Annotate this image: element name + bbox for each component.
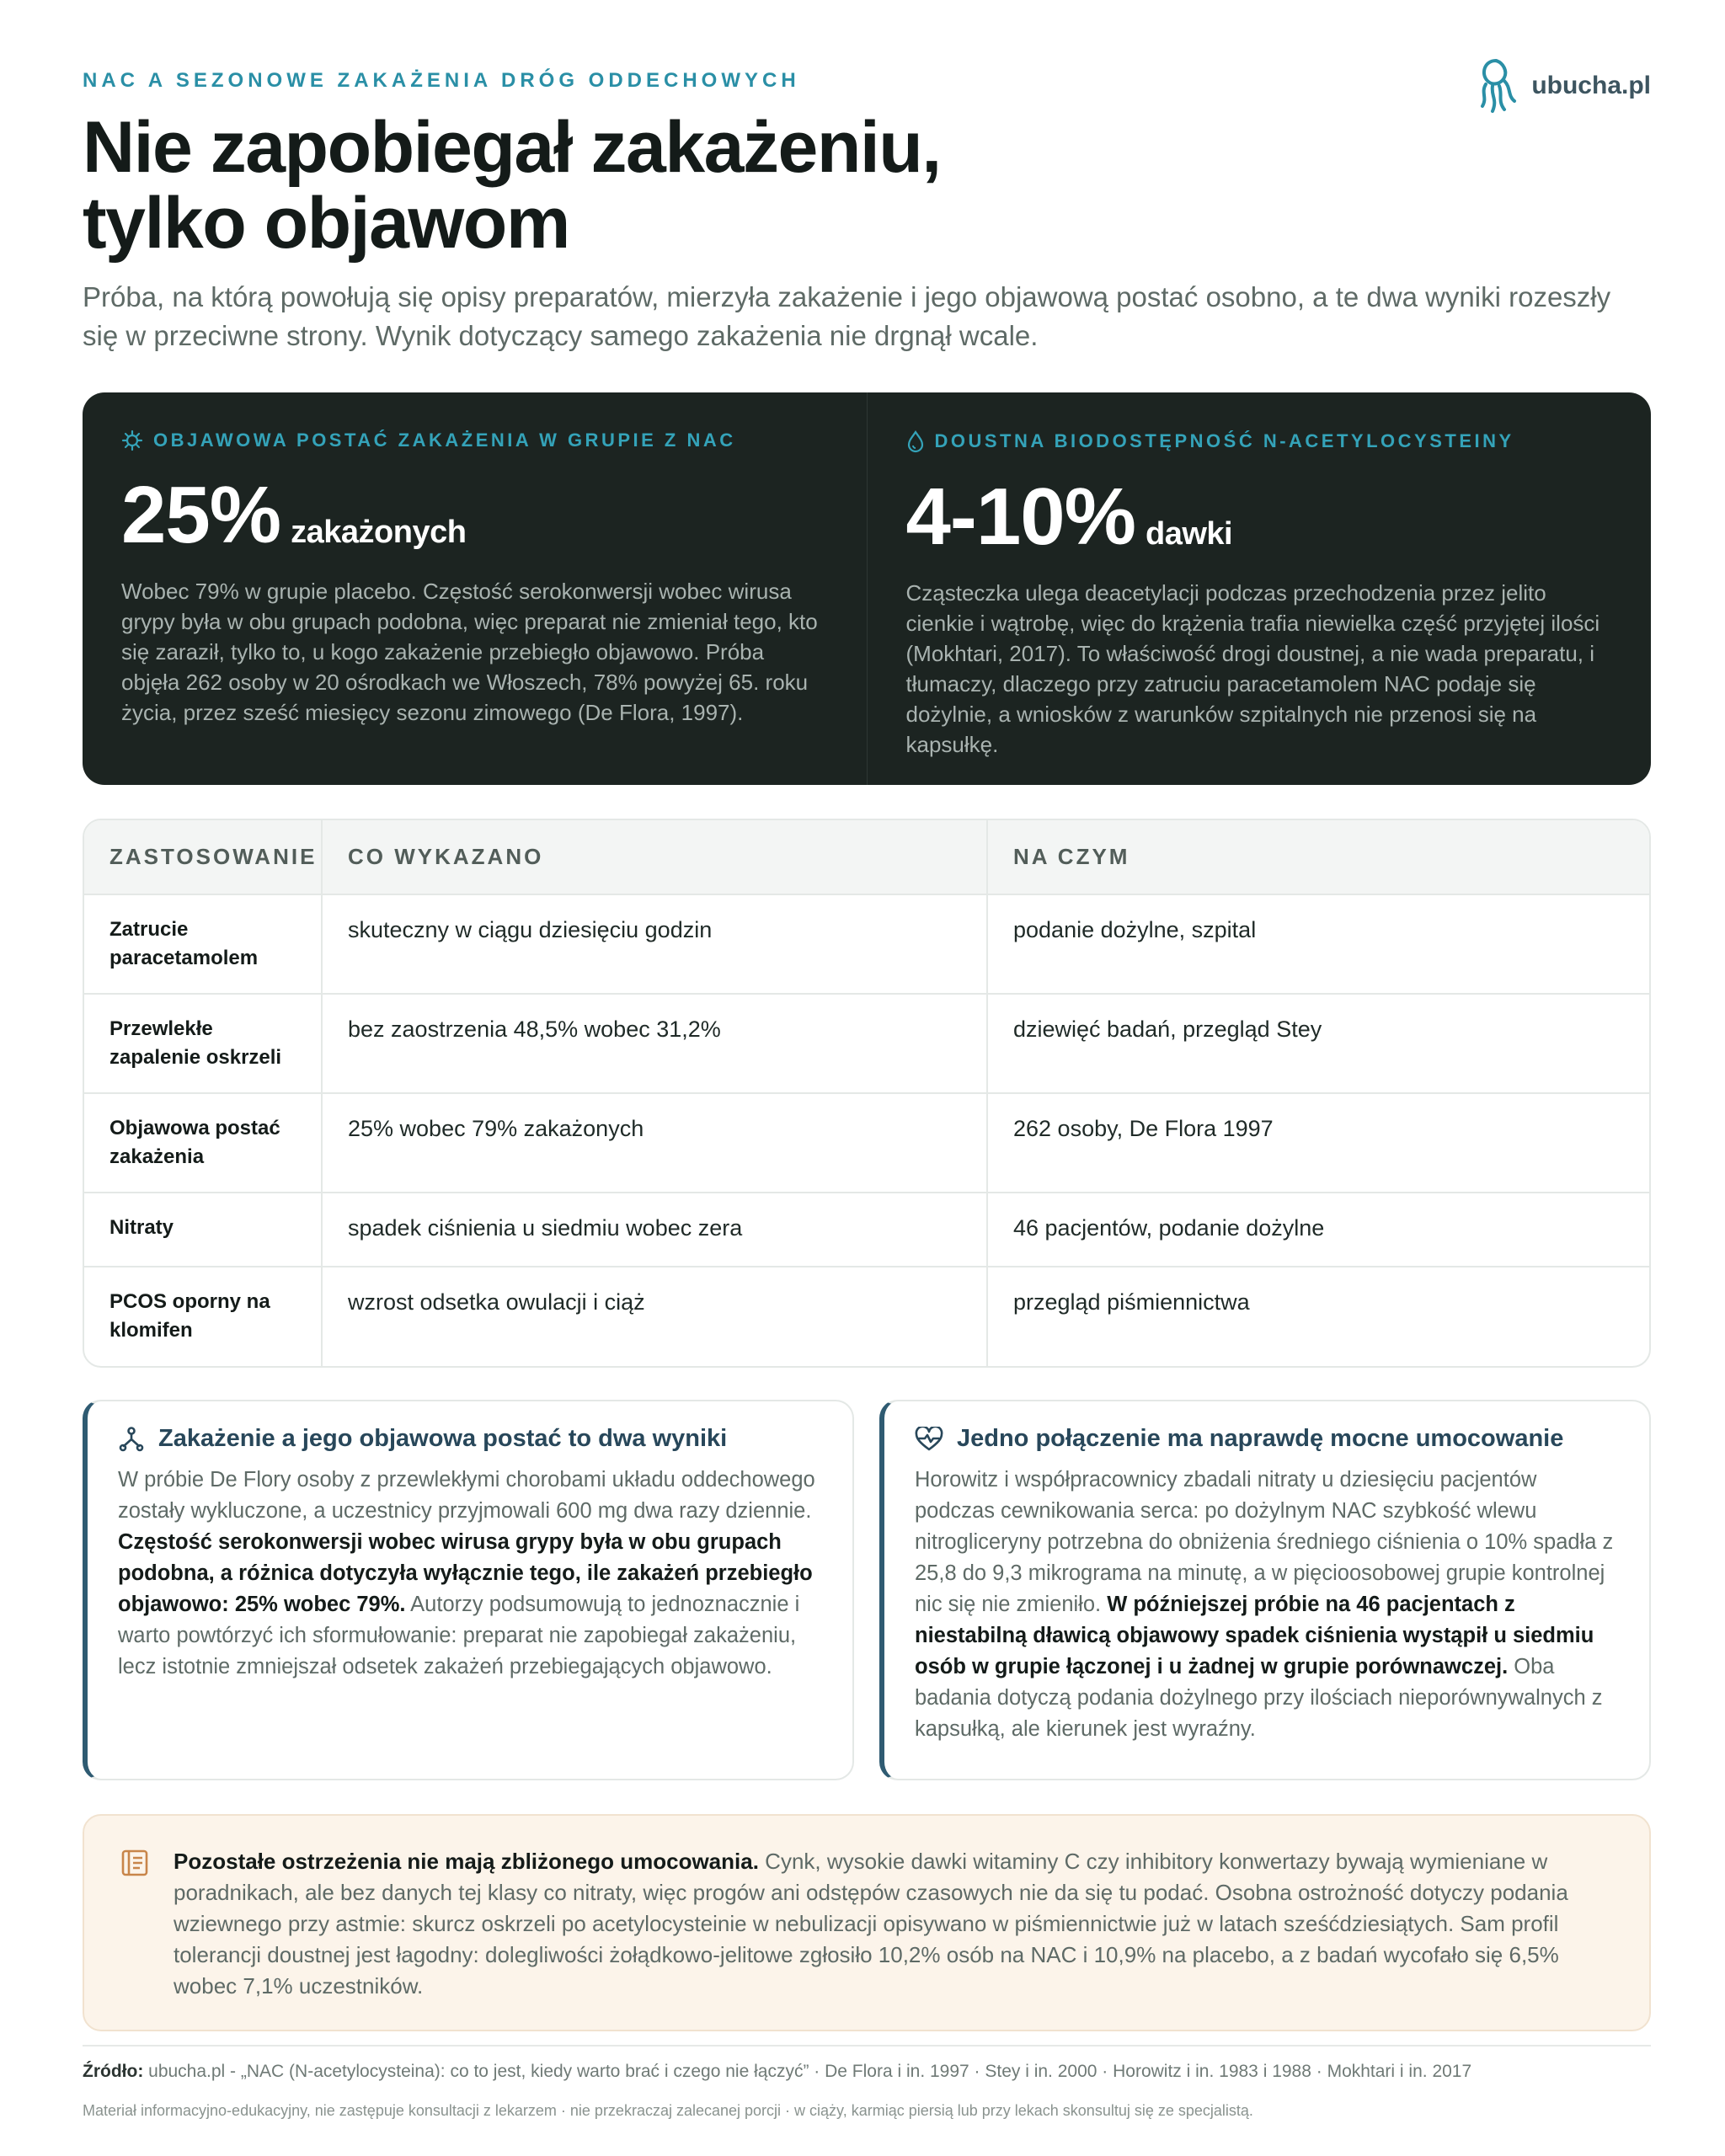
brand-logo[interactable] (1472, 56, 1651, 116)
table-row (84, 1267, 1649, 1366)
footer-divider (83, 2045, 1651, 2047)
table-header-row (84, 820, 1649, 894)
stat-symptomatic (83, 392, 867, 785)
warning-text (174, 1846, 1609, 2002)
warning-bold: Pozostałe ostrzeżenia nie mają zbliżonego umocowania. (174, 1849, 759, 1874)
warning-box (83, 1814, 1651, 2031)
squid-logo-icon (1472, 56, 1519, 116)
table-cell: spadek ciśnienia u siedmiu wobec zera (322, 1193, 987, 1267)
stat-bioavailability (867, 392, 1652, 785)
table-row (84, 994, 1649, 1093)
table-cell: Nitraty (84, 1193, 322, 1267)
table-cell: 25% wobec 79% zakażonych (322, 1093, 987, 1193)
callout-intro: W próbie De Flory osoby z przewlekłymi chorobami układu oddechowego zostały wykluczone, a uczestnicy przyjmowali 600 mg dwa razy dziennie. (118, 1468, 815, 1523)
stat-body: Wobec 79% w grupie placebo. Częstość serokonwersji wobec wirusa grypy była w obu grupach podobna, więc preparat nie zmieniał tego, kto się zaraził, tylko to, u kogo zakażenie przebiegło objawowo. Próba objęła 262 osoby w 20 ośrodkach we Włoszech, 78% powyżej 65. roku życia, przez sześć miesięcy sezonu zimowego (De Flora, 1997). (121, 579, 818, 725)
table-cell: podanie dożylne, szpital (987, 894, 1649, 994)
callout-body (915, 1465, 1619, 1745)
callout-infection (83, 1400, 854, 1780)
stat-unit: dawki (1146, 516, 1233, 552)
stat-value-row (905, 472, 1613, 562)
callout-outro: Autorzy podsumowują to jednoznacznie i warto powtórzyć ich sformułowanie: preparat nie zapobiegał zakażeniu, lecz istotnie zmniejszał odsetek zakażeń przebiegających objawowo. (118, 1593, 800, 1678)
lede: Próba, na którą powołują się opisy preparatów, mierzyła zakażenie i jego objawową postać osobno, a te dwa wyniki rozeszły się w przeciwne strony. Wynik dotyczący samego zakażenia nie drgnął wcale. (83, 281, 1611, 351)
fork-icon (118, 1426, 145, 1453)
table-cell: Przewlekłe zapalenie oskrzeli (84, 994, 322, 1093)
stat-label (121, 430, 828, 451)
callout-heading (118, 1425, 822, 1453)
warning-body: Cynk, wysokie dawki witaminy C czy inhibitory konwertazy bywają wymieniane w poradnikach, ale bez danych tej klasy co nitraty, więc progów ani odstępów czasowych nie da się tu podać. Osobna ostrożność dotyczy podania wziewnego przy astmie: skurcz oskrzeli po acetylocysteinie w nebulizacji opisywano w piśmiennictwie już w latach sześćdziesiątych. Sam profil tolerancji doustnej jest łagodny: dolegliwości żołądkowo-jelitowe zgłosiło 10,2% osób na NAC i 10,9% na placebo, a z badań wycofało się 6,5% wobec 7,1% uczestników. (174, 1849, 1568, 1999)
stat-value-row (121, 470, 828, 560)
table-cell: 262 osoby, De Flora 1997 (987, 1093, 1649, 1193)
page-title (83, 107, 941, 264)
stats-panel (83, 392, 1651, 785)
table-row (84, 1093, 1649, 1193)
kicker: NAC A SEZONOWE ZAKAŻENIA DRÓG ODDECHOWYCH (83, 69, 800, 92)
callout-nitrates (879, 1400, 1651, 1780)
table-cell: Objawowa postać zakażenia (84, 1093, 322, 1193)
table-cell: dziewięć badań, przegląd Stey (987, 994, 1649, 1093)
title-line-2: tylko objawom (83, 183, 569, 264)
callout-outro: Oba badania dotyczą podania dożylnego przy ilościach nieporównywalnych z kapsułką, ale kierunek jest wyraźny. (915, 1655, 1603, 1741)
callout-intro: Horowitz i współpracownicy zbadali nitraty u dziesięciu pacjentów podczas cewnikowania serca: po dożylnym NAC szybkość wlewu nitrogliceryny potrzebna do obniżenia średniego ciśnienia o 10% spadła z 25,8 do 9,3 mikrograma na minutę, a w pięcioosobowej grupie kontrolnej nic się nie zmieniło. (915, 1468, 1614, 1616)
source-line (83, 2062, 1471, 2082)
table-cell: bez zaostrzenia 48,5% wobec 31,2% (322, 994, 987, 1093)
table-row (84, 1193, 1649, 1267)
evidence-table (83, 819, 1651, 1368)
table-cell: wzrost odsetka owulacji i ciąż (322, 1267, 987, 1366)
disclaimer: Materiał informacyjno-edukacyjny, nie zastępuje konsultacji z lekarzem · nie przekraczaj zalecanej porcji · w ciąży, karmiąc piersią lub przy lekach skonsultuj się ze specjalistą. (83, 2102, 1253, 2119)
callout-heading (915, 1425, 1619, 1453)
callout-title: Jedno połączenie ma naprawdę mocne umocowanie (957, 1425, 1564, 1452)
column-header: ZASTOSOWANIE (84, 820, 322, 894)
heart-pulse-icon (915, 1427, 943, 1452)
table-cell: PCOS oporny na klomifen (109, 1290, 270, 1342)
column-header: CO WYKAZANO (322, 820, 987, 894)
stat-unit: zakażonych (291, 515, 467, 550)
column-header: NA CZYM (987, 820, 1649, 894)
callout-body (118, 1465, 822, 1683)
table-cell: skuteczny w ciągu dziesięciu godzin (322, 894, 987, 994)
stat-label-text: DOUSTNA BIODOSTĘPNOŚĆ N-ACETYLOCYSTEINY (934, 430, 1514, 451)
table-cell: 46 pacjentów, podanie dożylne (987, 1193, 1649, 1267)
stat-value: 4-10% (905, 472, 1135, 562)
brand-name: ubucha.pl (1531, 72, 1651, 99)
droplet-icon (906, 430, 925, 453)
stat-body: Cząsteczka ulega deacetylacji podczas przechodzenia przez jelito cienkie i wątrobę, więc do krążenia trafia niewielka część przyjętej ilości (Mokhtari, 2017). To właściwość drogi doustnej, a nie wada preparatu, i tłumaczy, dlaczego przy zatruciu paracetamolem NAC podaje się dożylnie, a wniosków z warunków szpitalnych nie przenosi się na kapsułkę. (905, 580, 1600, 757)
source-label: Źródło: (83, 2062, 144, 2081)
stat-label (906, 430, 1613, 453)
stat-label-text: OBJAWOWA POSTAĆ ZAKAŻENIA W GRUPIE Z NAC (153, 430, 736, 451)
table-cell: przegląd piśmiennictwa (987, 1267, 1649, 1366)
callout-bold: W późniejszej próbie na 46 pacjentach z niestabilną dławicą objawowy spadek ciśnienia wystąpił u siedmiu osób w grupie łączonej i u żadnej w grupie porównawczej. (915, 1593, 1594, 1678)
table-row (84, 894, 1649, 994)
stat-value: 25% (121, 470, 281, 560)
callout-bold: Częstość serokonwersji wobec wirusa grypy była w obu grupach podobna, a różnica dotyczyła wyłącznie tego, ile zakażeń przebiegło objawowo: 25% wobec 79%. (118, 1530, 813, 1616)
notebook-icon (120, 1848, 150, 1878)
table-cell: Zatrucie paracetamolem (84, 894, 322, 994)
source-text: ubucha.pl - „NAC (N-acetylocysteina): co to jest, kiedy warto brać i czego nie łączyć” · De Flora i in. 1997 · Stey i in. 2000 · Horowitz i in. 1983 i 1988 · Mokhtari i in. 2017 (143, 2062, 1472, 2081)
callout-title: Zakażenie a jego objawowa postać to dwa wyniki (158, 1425, 728, 1452)
title-line-1: Nie zapobiegał zakażeniu, (83, 107, 941, 188)
virus-icon (121, 430, 143, 451)
